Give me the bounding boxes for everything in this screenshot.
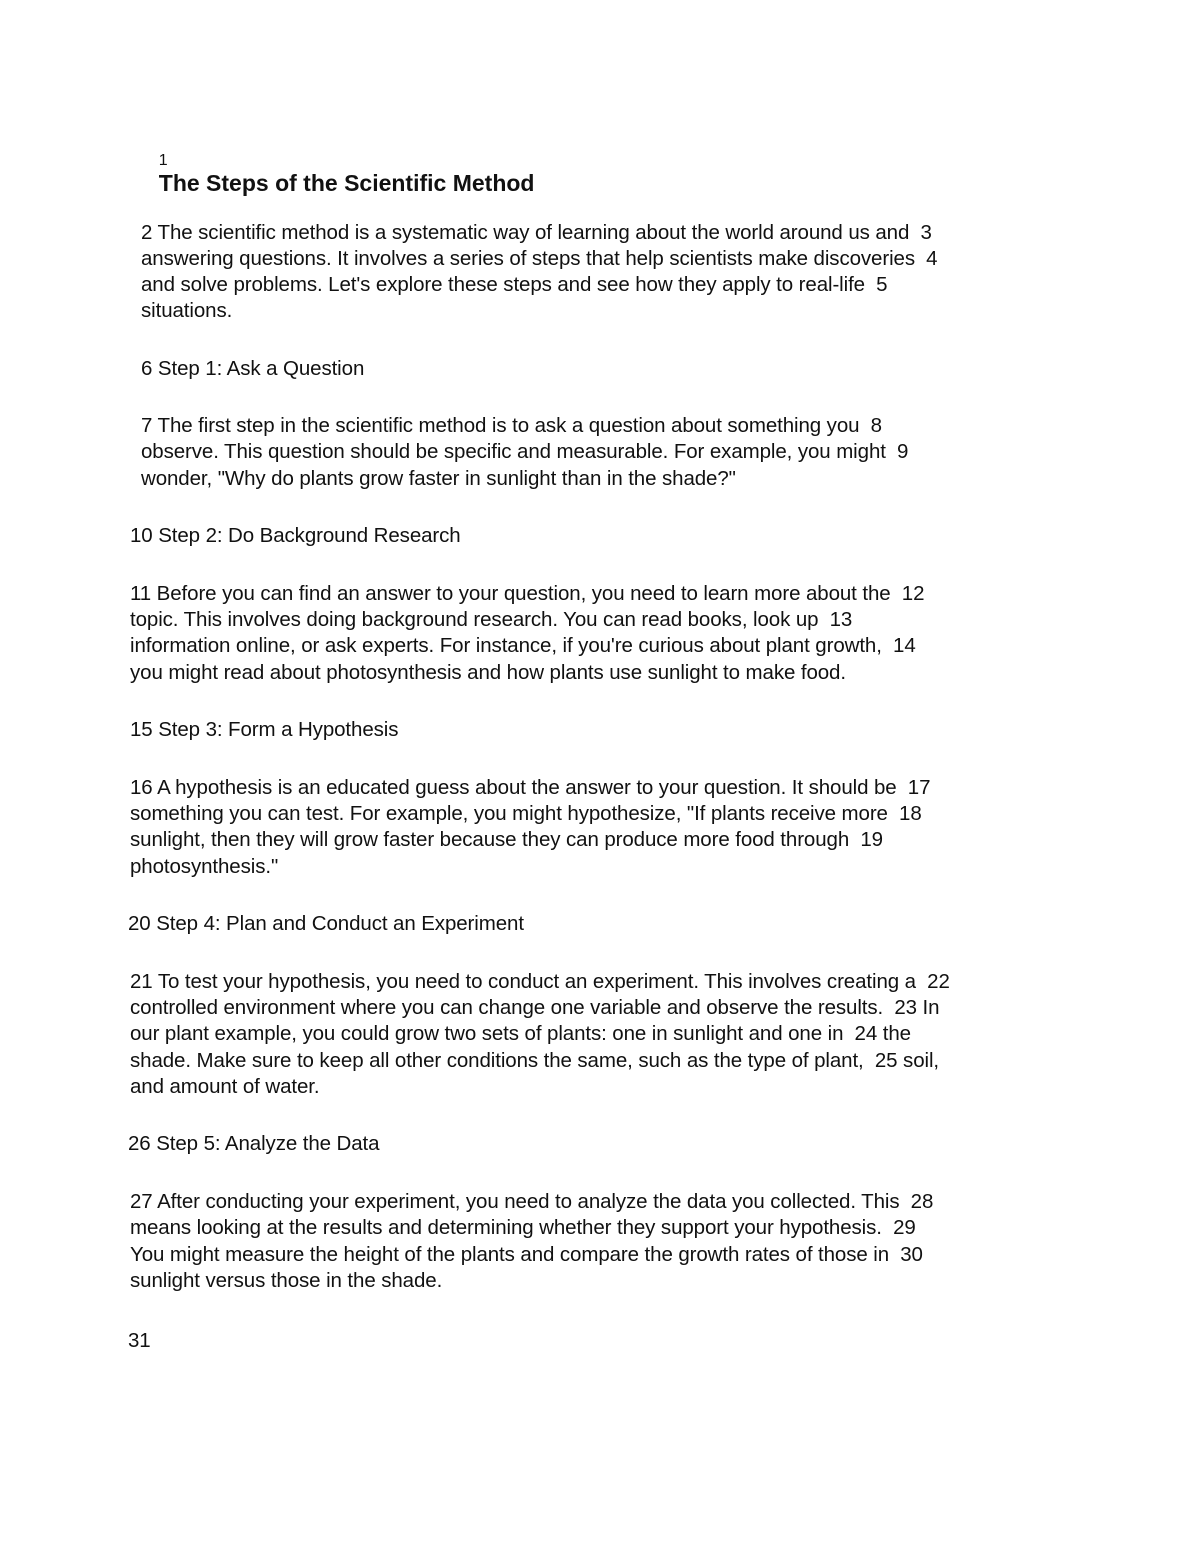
title-line-number: 1 bbox=[158, 152, 168, 169]
body-line: 27 After conducting your experiment, you need to analyze the data you collected. This 28 bbox=[130, 1190, 934, 1213]
body-line: answering questions. It involves a series of steps that help scientists make discoveries 4 bbox=[141, 247, 938, 270]
title-text: The Steps of the Scientific Method bbox=[158, 170, 535, 196]
body-line: 7 The first step in the scientific method is to ask a question about something you 8 bbox=[141, 414, 882, 437]
body-line: means looking at the results and determining whether they support your hypothesis. 29 bbox=[130, 1216, 916, 1239]
section-heading: 10 Step 2: Do Background Research bbox=[130, 524, 461, 547]
section-heading: 6 Step 1: Ask a Question bbox=[141, 357, 365, 380]
body-line: photosynthesis." bbox=[130, 855, 279, 878]
body-line: shade. Make sure to keep all other conditions the same, such as the type of plant, 25 soil, bbox=[130, 1049, 939, 1072]
section-heading: 15 Step 3: Form a Hypothesis bbox=[130, 718, 399, 741]
body-line: 21 To test your hypothesis, you need to conduct an experiment. This involves creating a 22 bbox=[130, 970, 950, 993]
body-line: our plant example, you could grow two sets of plants: one in sunlight and one in 24 the bbox=[130, 1022, 911, 1045]
body-line: something you can test. For example, you might hypothesize, "If plants receive more 18 bbox=[130, 802, 922, 825]
body-line: and solve problems. Let's explore these steps and see how they apply to real-life 5 bbox=[141, 273, 888, 296]
body-line: controlled environment where you can change one variable and observe the results. 23 In bbox=[130, 996, 940, 1019]
body-line: observe. This question should be specific and measurable. For example, you might 9 bbox=[141, 440, 909, 463]
body-line: topic. This involves doing background research. You can read books, look up 13 bbox=[130, 608, 853, 631]
body-line: 11 Before you can find an answer to your question, you need to learn more about the 12 bbox=[130, 582, 925, 605]
body-line: wonder, "Why do plants grow faster in sunlight than in the shade?" bbox=[141, 467, 736, 490]
line-number: 31 bbox=[128, 1329, 151, 1352]
body-line: you might read about photosynthesis and how plants use sunlight to make food. bbox=[130, 661, 846, 684]
body-line: and amount of water. bbox=[130, 1075, 320, 1098]
body-line: 16 A hypothesis is an educated guess about the answer to your question. It should be 17 bbox=[130, 776, 931, 799]
body-line: information online, or ask experts. For instance, if you're curious about plant growth, 14 bbox=[130, 634, 916, 657]
body-line: 2 The scientific method is a systematic way of learning about the world around us and 3 bbox=[141, 221, 932, 244]
document-title bbox=[141, 134, 534, 215]
body-line: situations. bbox=[141, 299, 233, 322]
body-line: You might measure the height of the plants and compare the growth rates of those in 30 bbox=[130, 1243, 923, 1266]
section-heading: 20 Step 4: Plan and Conduct an Experiment bbox=[128, 912, 524, 935]
body-line: sunlight versus those in the shade. bbox=[130, 1269, 443, 1292]
section-heading: 26 Step 5: Analyze the Data bbox=[128, 1132, 380, 1155]
body-line: sunlight, then they will grow faster because they can produce more food through 19 bbox=[130, 828, 883, 851]
